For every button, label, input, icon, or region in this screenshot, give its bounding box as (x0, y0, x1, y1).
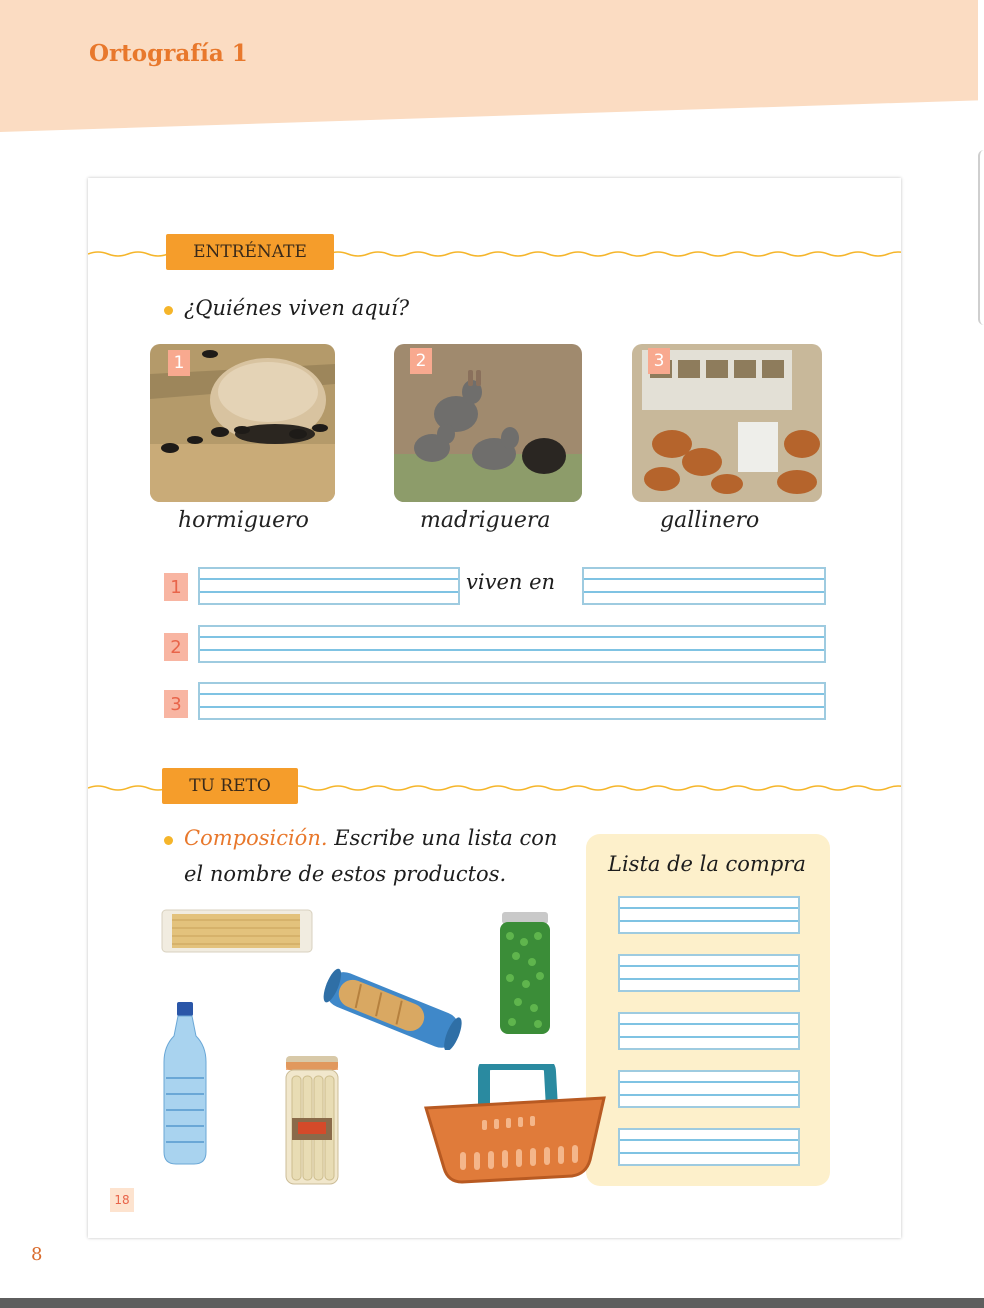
basket-icon (422, 1064, 608, 1196)
answer-line-2[interactable] (198, 625, 826, 663)
row-number: 2 (164, 633, 188, 661)
inner-page-number: 18 (110, 1188, 134, 1212)
image-number: 2 (410, 348, 432, 374)
bread-icon (314, 968, 472, 1050)
instruction-line-1 (184, 826, 557, 850)
bullet-icon (164, 836, 173, 845)
page-edge (978, 150, 984, 325)
instruction-line-2: el nombre de estos productos. (184, 862, 507, 886)
row-number: 3 (164, 690, 188, 718)
row-number: 1 (164, 573, 188, 601)
caption-hormiguero: hormiguero (178, 508, 309, 533)
peas-jar-icon (496, 912, 554, 1036)
answer-line-3[interactable] (198, 682, 826, 720)
caption-gallinero: gallinero (660, 508, 760, 533)
worksheet (88, 178, 901, 1238)
answer-line-1a[interactable] (198, 567, 460, 605)
chapter-title: Ortografía 1 (89, 40, 248, 67)
water-bottle-icon (160, 1002, 210, 1166)
entrenate-tag: ENTRÉNATE (166, 234, 334, 270)
bullet-icon (164, 306, 173, 315)
outer-page-number: 8 (31, 1244, 43, 1265)
caption-madriguera: madriguera (420, 508, 551, 533)
answer-line-1b[interactable] (582, 567, 826, 605)
list-line-3[interactable] (618, 1012, 800, 1050)
tu-reto-tag: TU RETO (162, 768, 298, 804)
image-number: 1 (168, 350, 190, 376)
bottom-bar (0, 1298, 984, 1308)
asparagus-jar-icon (282, 1056, 342, 1186)
list-line-2[interactable] (618, 954, 800, 992)
list-line-4[interactable] (618, 1070, 800, 1108)
spaghetti-icon (160, 906, 314, 956)
list-line-5[interactable] (618, 1128, 800, 1166)
list-line-1[interactable] (618, 896, 800, 934)
shopping-list-title: Lista de la compra (608, 852, 806, 876)
image-number: 3 (648, 348, 670, 374)
instruction-rest: Escribe una lista con (334, 826, 558, 850)
question-text: ¿Quiénes viven aquí? (184, 296, 410, 320)
connector-text: viven en (466, 570, 556, 594)
instruction-highlight: Composición. (184, 826, 328, 850)
